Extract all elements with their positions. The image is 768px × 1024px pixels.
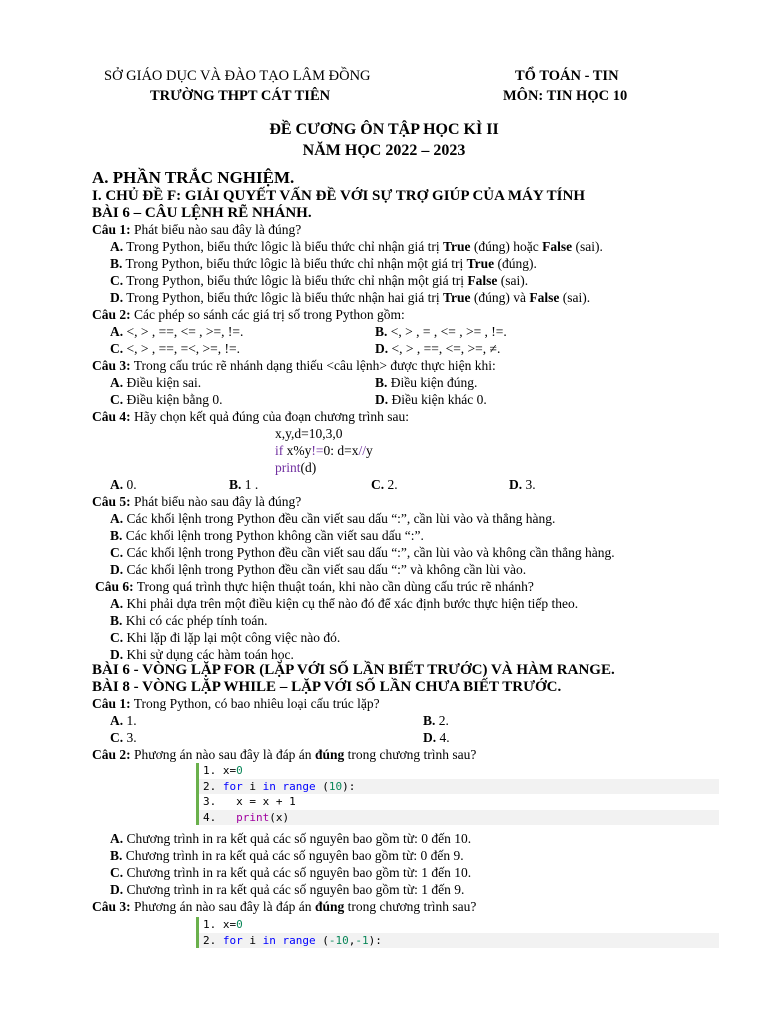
q3-option-a: A. Điều kiện sai. (110, 375, 202, 390)
q1-option-c: C. Trong Python, biểu thức lôgic là biểu thức chỉ nhận một giá trị False (sai). (110, 273, 529, 288)
loop-q1-option-d: D. 4. (423, 730, 450, 745)
q1-option-d: D. Trong Python, biểu thức lôgic là biểu thức nhận hai giá trị True (đúng) và False (sai). (110, 290, 591, 305)
q4-stem: Câu 4: Hãy chọn kết quả đúng của đoạn chương trình sau: (92, 409, 410, 424)
section-a-heading: A. PHẦN TRẮC NGHIỆM. (92, 168, 295, 187)
q6-option-d: D. Khi sử dụng các hàm toán học. (110, 647, 294, 662)
subject-name: MÔN: TIN HỌC 10 (503, 88, 628, 104)
q4-code-line3: print(d) (275, 460, 317, 475)
loop-q1-option-c: C. 3. (110, 730, 137, 745)
loop-q3-stem: Câu 3: Phương án nào sau đây là đáp án đúng trong chương trình sau? (92, 899, 477, 914)
loop-q2-option-a: A. Chương trình in ra kết quả các số nguyên bao gồm từ: 0 đến 10. (110, 831, 472, 846)
topic-f-heading: I. CHỦ ĐỀ F: GIẢI QUYẾT VẤN ĐỀ VỚI SỰ TRỢ GIÚP CỦA MÁY TÍNH (92, 188, 585, 204)
q4-code-line2: if x%y!=0: d=x//y (275, 443, 373, 458)
q5-option-c: C. Các khối lệnh trong Python đều cần viết sau dấu “:”, cần lùi vào và không cần thẳng hàng. (110, 545, 615, 560)
q3-option-b: B. Điều kiện đúng. (375, 375, 478, 390)
q2-option-b: B. <, > , = , <= , >= , !=. (375, 324, 507, 339)
loop-q2-option-c: C. Chương trình in ra kết quả các số nguyên bao gồm từ: 1 đến 10. (110, 865, 472, 880)
school-year: NĂM HỌC 2022 – 2023 (302, 142, 466, 159)
loop-q3-code-block (196, 917, 719, 948)
code-line: 2. for i in range (-10,-1): (199, 933, 719, 949)
department-name: SỞ GIÁO DỤC VÀ ĐÀO TẠO LÂM ĐỒNG (104, 68, 371, 84)
loop-q2-option-d: D. Chương trình in ra kết quả các số nguyên bao gồm từ: 1 đến 9. (110, 882, 465, 897)
q2-stem: Câu 2: Các phép so sánh các giá trị số trong Python gồm: (92, 307, 405, 322)
school-name: TRƯỜNG THPT CÁT TIÊN (150, 88, 331, 104)
loop-q1-stem: Câu 1: Trong Python, có bao nhiêu loại cấu trúc lặp? (92, 696, 380, 711)
q5-option-d: D. Các khối lệnh trong Python đều cần viết sau dấu “:” và không cần lùi vào. (110, 562, 527, 577)
q5-stem: Câu 5: Phát biểu nào sau đây là đúng? (92, 494, 302, 509)
q6-option-b: B. Khi có các phép tính toán. (110, 613, 268, 628)
loop-q2-option-b: B. Chương trình in ra kết quả các số nguyên bao gồm từ: 0 đến 9. (110, 848, 464, 863)
code-line: 3. x = x + 1 (203, 795, 296, 808)
q4-option-b: B. 1 . (229, 477, 259, 492)
q5-option-b: B. Các khối lệnh trong Python không cần viết sau dấu “:”. (110, 528, 424, 543)
q4-option-c: C. 2. (371, 477, 398, 492)
q6-option-c: C. Khi lặp đi lặp lại một công việc nào đó. (110, 630, 341, 645)
code-line: 4. print(x) (199, 810, 719, 826)
q3-option-c: C. Điều kiện bằng 0. (110, 392, 223, 407)
group-name: TỔ TOÁN - TIN (515, 68, 619, 84)
lesson6-heading: BÀI 6 – CÂU LỆNH RẼ NHÁNH. (92, 205, 312, 221)
loop-q2-stem: Câu 2: Phương án nào sau đây là đáp án đúng trong chương trình sau? (92, 747, 477, 762)
q2-option-a: A. <, > , ==, <= , >=, !=. (110, 324, 244, 339)
q6-option-a: A. Khi phải dựa trên một điều kiện cụ thể nào đó để xác định bước thực hiện tiếp theo. (110, 596, 579, 611)
lesson6b-heading: BÀI 6 - VÒNG LẶP FOR (LẶP VỚI SỐ LẦN BIẾT TRƯỚC) VÀ HÀM RANGE. (92, 662, 615, 678)
q6-stem: Câu 6: Trong quá trình thực hiện thuật toán, khi nào cần dùng cấu trúc rẽ nhánh? (95, 579, 534, 594)
loop-q2-code-block (196, 763, 719, 825)
q3-stem: Câu 3: Trong cấu trúc rẽ nhánh dạng thiếu <câu lệnh> được thực hiện khi: (92, 358, 496, 373)
q1-stem: Câu 1: Phát biểu nào sau đây là đúng? (92, 222, 302, 237)
q5-option-a: A. Các khối lệnh trong Python đều cần viết sau dấu “:”, cần lùi vào và thẳng hàng. (110, 511, 556, 526)
q4-code-line1: x,y,d=10,3,0 (275, 426, 343, 441)
q2-option-c: C. <, > , ==, =<, >=, !=. (110, 341, 241, 356)
lesson8-heading: BÀI 8 - VÒNG LẶP WHILE – LẶP VỚI SỐ LẦN CHƯA BIẾT TRƯỚC. (92, 679, 562, 695)
code-line: 2. for i in range (10): (199, 779, 719, 795)
q4-option-d: D. 3. (509, 477, 536, 492)
q4-option-a: A. 0. (110, 477, 137, 492)
loop-q1-option-b: B. 2. (423, 713, 449, 728)
q2-option-d: D. <, > , ==, <=, >=, ≠. (375, 341, 501, 356)
code-line: 1. x=0 (203, 918, 243, 931)
q1-option-b: B. Trong Python, biểu thức lôgic là biểu thức chỉ nhận một giá trị True (đúng). (110, 256, 537, 271)
doc-title: ĐỀ CƯƠNG ÔN TẬP HỌC KÌ II (269, 121, 499, 138)
loop-q1-option-a: A. 1. (110, 713, 137, 728)
q3-option-d: D. Điều kiện khác 0. (375, 392, 487, 407)
q1-option-a: A. Trong Python, biểu thức lôgic là biểu thức chỉ nhận giá trị True (đúng) hoặc False (sai). (110, 239, 603, 254)
code-line: 1. x=0 (203, 764, 243, 777)
